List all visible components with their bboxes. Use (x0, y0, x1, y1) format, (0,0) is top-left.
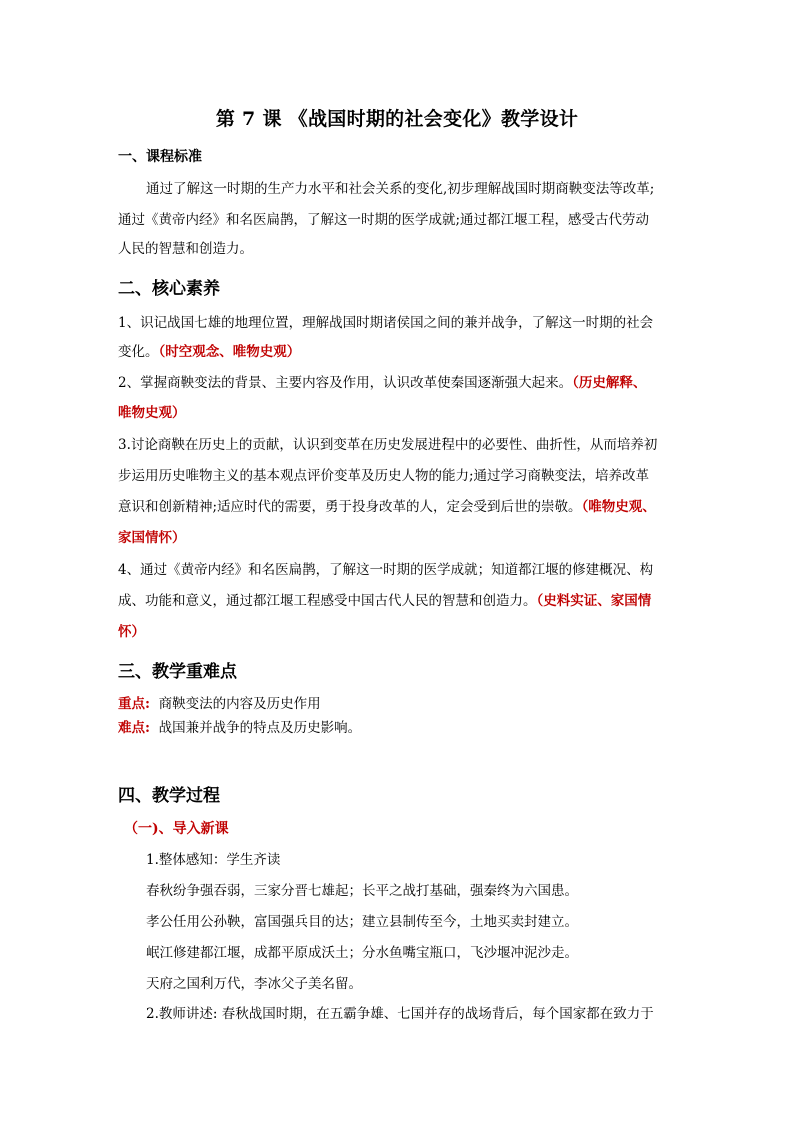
literacy-tag: （时空观念、唯物史观） (158, 344, 301, 360)
poem-line: 天府之国利万代，李冰父子美名留。 (146, 976, 362, 992)
key-point-text: 商鞅变法的内容及历史作用 (158, 696, 321, 712)
paragraph-line: 2.教师讲述: 春秋战国时期，在五霸争雄、七国并存的战场背后，每个国家都在致力于 (146, 1006, 654, 1022)
difficult-point-text: 战国兼并战争的特点及历史影响。 (158, 720, 362, 736)
poem-line: 岷江修建都江堰，成都平原成沃土；分水鱼嘴宝瓶口，飞沙堰冲泥沙走。 (146, 945, 578, 961)
poem-line: 孝公任用公孙鞅，富国强兵目的达；建立县制传至今，土地买卖封建立。 (146, 914, 578, 930)
list-item-line (118, 374, 646, 392)
list-item-line: 步运用历史唯物主义的基本观点评价变革及历史人物的能力;通过学习商鞅变法，培养改革 (118, 468, 650, 484)
literacy-tag: 家国情怀） (118, 530, 186, 546)
key-point-label: 重点: (118, 696, 150, 712)
list-item-text: 2、掌握商鞅变法的背景、主要内容及作用，认识改革使秦国逐渐强大起来。 (118, 375, 573, 391)
key-point-line (118, 695, 321, 713)
list-item-text: 变化。 (118, 344, 159, 360)
literacy-tag: 怀） (118, 624, 145, 640)
list-item-line (118, 343, 300, 361)
list-item-line (118, 592, 651, 610)
subsection-heading-intro: （一)、导入新课 (124, 821, 229, 837)
paragraph-line: 人民的智慧和创造力。 (118, 241, 253, 257)
list-item-line: 3.讨论商鞅在历史上的贡献，认识到变革在历史发展进程中的必要性、曲折性，从而培养初 (118, 437, 658, 453)
list-item-line: 4、通过《黄帝内经》和名医扁鹊，了解这一时期的医学成就；知道都江堰的修建概况、构 (118, 562, 654, 578)
paragraph-line: 1.整体感知：学生齐读 (146, 852, 281, 868)
literacy-tag: （史料实证、家国情 (536, 593, 652, 609)
section-heading-key-points: 三、教学重难点 (118, 662, 237, 682)
section-heading-teaching-process: 四、教学过程 (118, 786, 220, 806)
literacy-tag: （历史解释、 (572, 375, 647, 391)
paragraph-line: 通过了解这一时期的生产力水平和社会关系的变化,初步理解战国时期商鞅变法等改革; (146, 181, 655, 197)
literacy-tag: 唯物史观） (118, 405, 186, 421)
page-title: 第 7 课 《战国时期的社会变化》教学设计 (215, 108, 579, 130)
list-item-line (118, 498, 656, 516)
difficult-point-label: 难点: (118, 720, 150, 736)
difficult-point-line (118, 719, 361, 737)
section-heading-core-literacy: 二、核心素养 (118, 279, 220, 299)
list-item-text: 意识和创新精神;适应时代的需要，勇于投身改革的人，定会受到后世的崇敬。 (118, 499, 582, 515)
section-heading-curriculum: 一、课程标准 (118, 149, 202, 165)
list-item-line: 1、识记战国七雄的地理位置，理解战国时期诸侯国之间的兼并战争，了解这一时期的社会 (118, 315, 654, 331)
list-item-text: 成、功能和意义，通过都江堰工程感受中国古代人民的智慧和创造力。 (118, 593, 537, 609)
paragraph-line: 通过《黄帝内经》和名医扁鹊，了解这一时期的医学成就;通过都江堰工程，感受古代劳动 (118, 212, 650, 228)
poem-line: 春秋纷争强吞弱，三家分晋七雄起；长平之战打基础，强秦终为六国患。 (146, 883, 578, 899)
literacy-tag: （唯物史观、 (581, 499, 656, 515)
